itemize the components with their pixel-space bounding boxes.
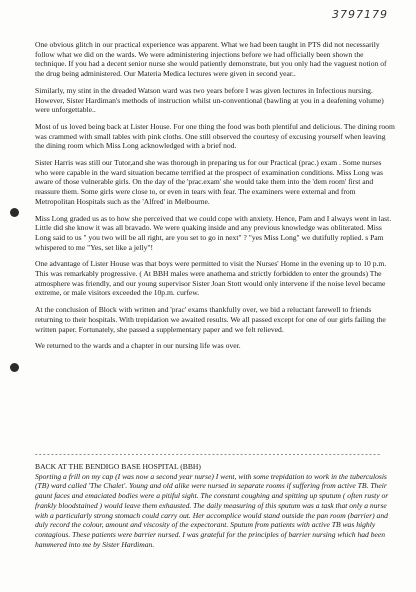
paragraph: One obvious glitch in our practical experience was apparent. What we had been taught in PTS did not necessarily follow what we did on the wards. We were administering injections before we had officially been shown the technique. If you had a decent senior nurse she would patiently demonstrate, but you only had the vaguest notion of the drug being administered. Our Materia Medica lectures were given in second year.. bbox=[35, 40, 387, 79]
paragraph: One advantage of Lister House was that boys were permitted to visit the Nurses' Home in the evening up to 10 p.m. This was remarkably progressive. ( At BBH males were anathema and strictly forbidden to enter the grounds) The atmosphere was friendly, and our young supervisor Sister Joan Stott would only intervene if the noise level became extreme, or male visitors exceeded the 10p.m. curfew. bbox=[35, 259, 387, 298]
punch-hole-icon bbox=[10, 208, 19, 217]
paragraph: We returned to the wards and a chapter in our nursing life was over. bbox=[35, 341, 241, 351]
section-divider: - - - - - - - - - - - - - - - - - - - - - - - - - - - - - - - - - - - - - - - - - - - - - - - - - - - - - - - - - - - - - - - - - - - - - - - - - - - - - - - - - - - - - - bbox=[35, 450, 380, 458]
section-heading: BACK AT THE BENDIGO BASE HOSPITAL (BBH) bbox=[35, 462, 201, 471]
paragraph: At the conclusion of Block with written and 'prac' exams thankfully over, we bid a reluctant farewell to friends returning to their hospitals. With trepidation we awaited results. We all passed except for one of our girls failing the written paper. Fortunately, she passed a supplementary paper and we felt relieved. bbox=[35, 305, 386, 334]
page-reference-number: 3797179 bbox=[332, 8, 388, 21]
paragraph: Sister Harris was still our Tutor,and she was thorough in preparing us for our Practical (prac.) exam . Some nurses who were capable in the ward situation became terrified at the prospect of examination conditions. Miss Long was aware of those vulnerable girls. On the day of the 'prac.exam' she would take them into the 'dem room' first and reassure them. Some girls were close to, or even in tears with fear. The examiners were external and from Metropolitan Hospitals such as the 'Alfred' in Melbourne. bbox=[35, 158, 383, 206]
punch-hole-icon bbox=[10, 363, 19, 372]
paragraph: Most of us loved being back at Lister House. For one thing the food was both plentiful and delicious. The dining room was crammed with small tables with pink cloths. One still observed the courtesy of excusing yourself when leaving the dining room which Miss Long acknowledged with a brief nod. bbox=[35, 121, 395, 151]
section-bbh bbox=[35, 462, 395, 556]
paragraph: Similarly, my stint in the dreaded Watson ward was two years before I was given lectures in Infectious nursing. However, Sister Hardiman's methods of instruction whilst un-conventional (bawling at you in a deafening volume) were unforgettable.. bbox=[35, 85, 384, 115]
paragraph: Miss Long graded us as to how she perceived that we could cope with anxiety. Hence, Pam and I always went in last. Little did she know it was all bravado. We were quaking inside and any previous knowledge was obliterated. Miss Long said to us " you two will be all right, are you set to go in next" ? "yes Miss Long" we dutifully replied. s Pam whispered to me "Yes, set like a jelly"! bbox=[35, 213, 392, 252]
document-body bbox=[35, 40, 395, 358]
italic-paragraph: Sporting a frill on my cap (I was now a second year nurse) I went, with some trepidation to work in the tuberculosis (TB) ward called 'The Chalet'. Young and old alike were nursed in separate rooms if suffering from active TB. Their gaunt faces and emaciated bodies were a pitiful sight. The constant coughing and spitting up sputum ( often rusty or frankly bloodstained ) would leave them exhausted. The daily measuring of this sputum was a task that only a nurse with a particularly strong stomach could carry out. Her accomplice would stand outside the pan room (barrier) and duly record the colour, amount and viscosity of the expectorant. Sputum from patients with active TB was highly contagious. These patients were barrier nursed. I was grateful for the principles of barrier nursing which had been hammered into me by Sister Hardiman. bbox=[35, 471, 389, 549]
